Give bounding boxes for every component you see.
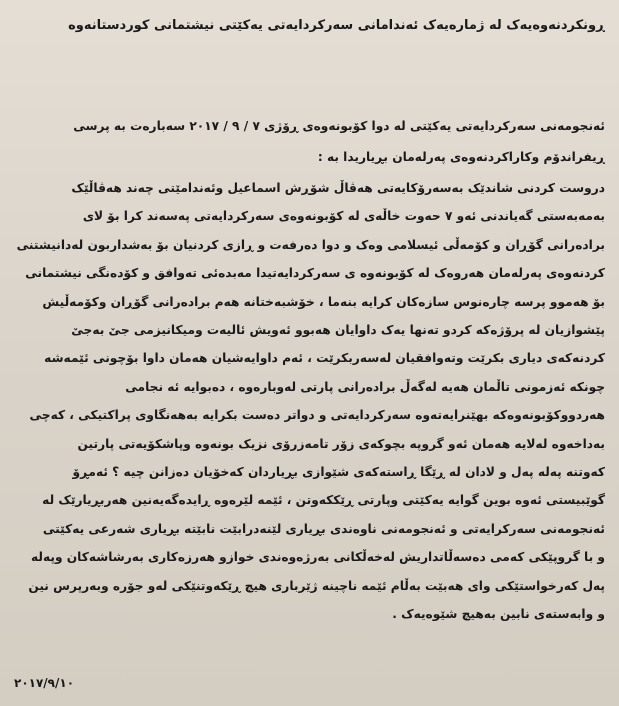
body-line: چونکە ئەزمونی تاڵمان هەیە لەگەڵ برادەرانی پارتی لەوبارەوە ، دەبوایە ئە نجامی — [125, 379, 605, 394]
body-line: دروست کردنی شاندێک بەسەرۆکایەتی هەڤاڵ شۆڕش اسماعیل وئەندامێتی چەند هەڤاڵێک — [71, 181, 605, 195]
body-line: کەوتنە پەلە پەل و لادان لە ڕێگا ڕاستەکەی شێوازی بڕیاردان کەخۆیان دەزانن چیە ؟ ئەمڕۆ — [72, 465, 605, 480]
statement-title: ڕونکردنەوەیەک لە ژمارەیەک ئەندامانی سەرکردایەتی یەکێتی نیشتمانی کوردستانەوە — [68, 18, 605, 33]
body-line: پێشوازیان لە پرۆژەکە کردو تەنها یەک داوایان هەبوو ئەویش ئالیەت ومیکانیزمی جێ بەجێ — [71, 323, 605, 338]
body-line: ئەنجومەنی سەرکرایەتی و ئەنجومەنی ناوەندی بڕیاری لێنەدرابێت نابێتە بڕیاری شەرعی یەکێتی — [42, 521, 605, 536]
intro-paragraph — [14, 111, 605, 173]
body-line: پەل کەرخواستێکی وای هەبێت بەڵام ئێمە ناچینە ژێرباری هیچ ڕێکەوتنێکی لەو جۆرە وبەرپرس نین — [28, 578, 605, 593]
intro-line: ئەنجومەنی سەرکردایەتی یەکێتی لە دوا کۆبونەوەی ڕۆژی ٧ / ٩ / ٢٠١٧ سەبارەت بە پرسی — [73, 119, 605, 133]
body-line: هەردووکۆبونەوەکە بهێنرایەتەوە سەرکردایەتی و دواتر دەست بکرایە بەهەنگاوی پراکتیکی ، کەچی — [29, 408, 605, 423]
body-line: کردنەوەی پەرلەمان هەروەک لە کۆبونەوە ی سەرکردایەتیدا مەبدەئی تەوافق و کۆدەنگی نیشتمانی — [25, 266, 605, 281]
intro-line: ڕیفراندۆم وکاراکردنەوەی پەرلەمان بڕیاریدا بە : — [317, 150, 605, 164]
body-line: بەمەبەستی گەیاندنی ئەو ٧ حەوت خاڵەی لە کۆبونەوەی سەرکردایەتی پەسەند کرا بۆ لای — [82, 209, 605, 224]
body-line: و با گروپێکی کەمی دەسەڵاتداریش لەخەڵکانی بەرژەوەندی خوازو هەرزەکاری بەرشاشەکان وپەلە — [31, 550, 605, 565]
body-line: و وابەستەی نابین بەهیچ شێوەیەک . — [392, 607, 605, 622]
body-line: بۆ هەموو پرسە چارەنوس سازەکان کرایە بنەما ، خۆشبەختانە هەم برادەرانی گۆڕان وکۆمەڵیش — [42, 294, 605, 309]
body-paragraph — [8, 174, 605, 629]
body-line: کردنەکەی دیاری بکرێت وتەوافقیان لەسەربکرێت ، ئەم داوایەشیان هەمان داوا بۆچونی ئێمەشە — [44, 351, 605, 366]
statement-date: ٢٠١٧/٩/١٠ — [14, 676, 75, 690]
body-line: بەداخەوە لەلایە هەمان ئەو گروپە بچوکەی زۆر تامەزرۆی نزیک بونەوە وپاشکۆیەتی پارتین — [77, 436, 605, 451]
body-line: گوێبیستی ئەوە بوین گوایە یەکێتی وپارتی ڕێککەوتن ، ئێمە لێرەوە ڕایدەگەیەنین هەربڕیارێک لە — [42, 493, 605, 508]
body-line: برادەرانی گۆڕان و کۆمەڵی ئیسلامی وەک و دوا دەرفەت و ڕازی کردنیان بۆ بەشداربون لەدانیشتنی — [16, 237, 605, 252]
